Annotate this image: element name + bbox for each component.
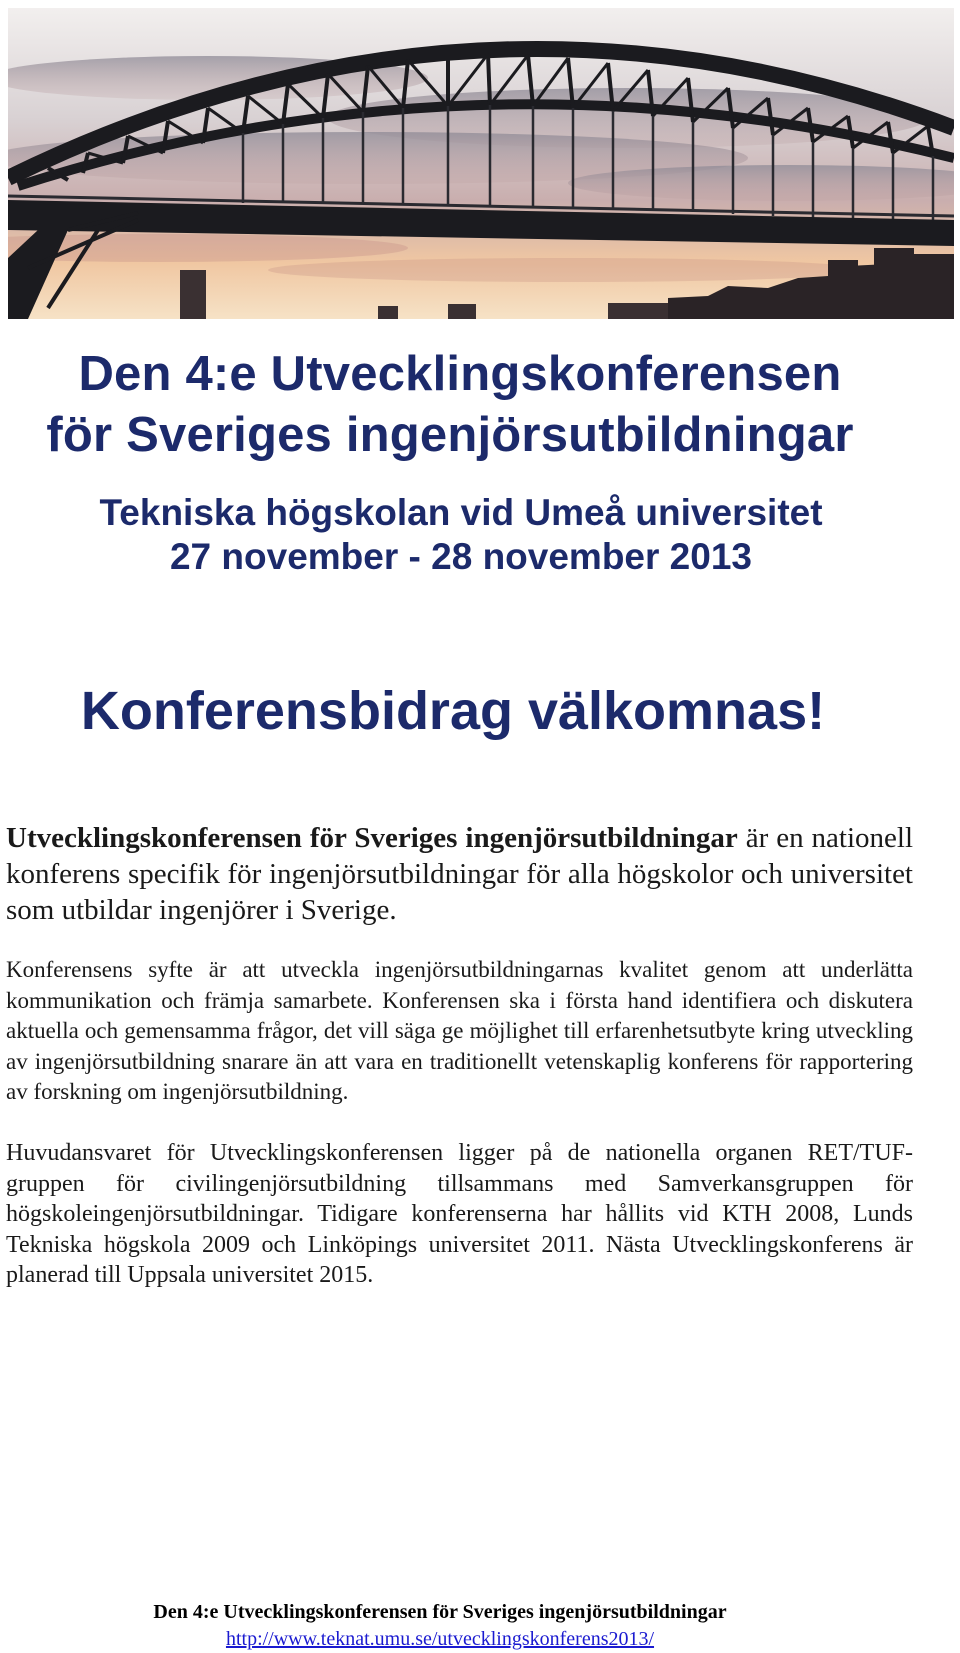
intro-bold-name: Utvecklingskonferensen för Sveriges ingenjörsutbildningar — [6, 822, 738, 854]
intro-rest: är en nationell konferens specifik för ingenjörsutbildningar för alla högskolor och universitet som utbildar ingenjörer i Sverige. — [6, 822, 914, 926]
purpose-paragraph: Konferensens syfte är att utveckla ingenjörsutbildningarnas kvalitet genom att underlätta kommunikation och främja samarbete. Konferensen ska i första hand identifiera och diskutera aktuella och gemensamma frågor, det vill säga ge möjlighet till erfarenhetsutbyte kring utveckling av ingenjörsutbildning snarare än att vara en traditionellt vetenskaplig konferens för rapportering av forskning om ingenjörsutbildning. — [6, 957, 913, 1104]
conference-subtitle — [0, 491, 960, 579]
hero-photo-bridge — [8, 8, 954, 319]
footer-title: Den 4:e Utvecklingskonferensen för Sveriges ingenjörsutbildningar — [153, 1601, 727, 1623]
conference-title — [0, 344, 960, 466]
conference-dates: 27 november - 28 november 2013 — [169, 536, 752, 577]
conference-title-line1: Den 4:e Utvecklingskonferensen — [78, 347, 842, 401]
responsibility-paragraph: Huvudansvaret för Utvecklingskonferensen ligger på de nationella organen RET/TUF-gruppen för civilingenjörsutbildning tillsammans med Samverkansgruppen för högskoleingenjörsutbildningar. Tidigare konferenserna har hållits vid KTH 2008, Lunds Tekniska högskola 2009 och Linköpings universitet 2011. Nästa Utvecklingskonferens är planerad till Uppsala universitet 2015. — [6, 1140, 913, 1288]
page-footer — [0, 1599, 960, 1653]
footer-conference-link[interactable]: http://www.teknat.umu.se/utvecklingskonferens2013/ — [225, 1628, 655, 1650]
headline-text: Konferensbidrag välkomnas! — [80, 681, 826, 741]
intro-paragraph — [6, 820, 913, 928]
conference-venue: Tekniska högskolan vid Umeå universitet — [99, 492, 823, 533]
conference-title-line2: för Sveriges ingenjörsutbildningar — [46, 408, 854, 462]
call-for-contributions-headline — [0, 679, 960, 743]
